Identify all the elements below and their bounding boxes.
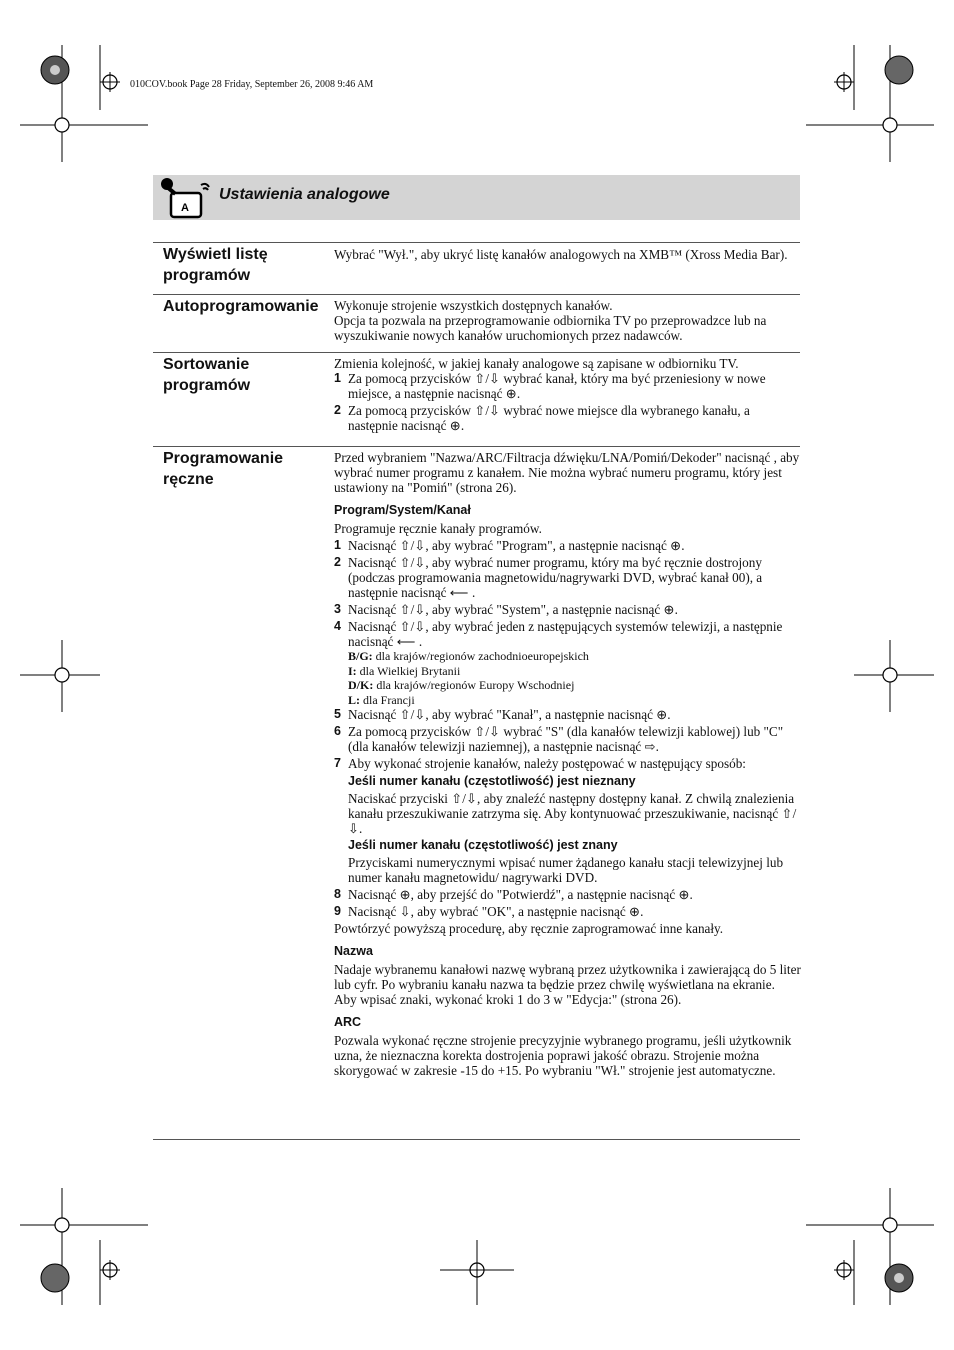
manual-step: 3 Nacisnąć ⇧/⇩, aby wybrać "System", a następnie nacisnąć ⊕. (334, 602, 678, 617)
tv-system-item: B/G: dla krajów/regionów zachodnioeuropejskich (348, 649, 589, 663)
section-program-system-channel: Program/System/Kanał (334, 503, 471, 517)
section-header (153, 175, 800, 220)
sort-step: 2 Za pomocą przycisków ⇧/⇩ wybrać nowe miejsce dla wybranego kanału, a następnie nacisnąć ⊕. (334, 403, 750, 433)
repeat-note: Powtórzyć powyższą procedurę, aby ręcznie zaprogramować inne kanały. (334, 921, 724, 936)
label-manual-program: Programowanie ręczne (163, 450, 284, 488)
manual-step: 8 Nacisnąć ⊕, aby przejść do "Potwierdź", a następnie nacisnąć ⊕. (334, 887, 693, 902)
row-divider (153, 242, 800, 243)
label-autoprogram: Autoprogramowanie (163, 298, 319, 315)
desc-program-list: Wybrać "Wył.", aby ukryć listę kanałów analogowych na XMB™ (Xross Media Bar). (334, 247, 788, 262)
manual-step: 5 Nacisnąć ⇧/⇩, aby wybrać "Kanał", a następnie nacisnąć ⊕. (334, 707, 671, 722)
tv-system-item: I: dla Wielkiej Brytanii (348, 663, 461, 678)
tv-system-list (334, 649, 802, 707)
known-channel-text: Przyciskami numerycznymi wpisać numer żądanego kanału stacji telewizyjnej lub numer kanału magnetowidu/ nagrywarki DVD. (348, 855, 784, 885)
tv-system-item: D/K: dla krajów/regionów Europy Wschodniej (348, 678, 575, 692)
row-divider (153, 294, 800, 295)
manual-step: 4 Nacisnąć ⇧/⇩, aby wybrać jeden z następujących systemów telewizji, a następnie nacisnąć ⟵ . (334, 619, 783, 649)
row-divider (153, 446, 800, 447)
analog-settings-icon (155, 175, 217, 220)
desc-manual-program (334, 450, 802, 1078)
manual-step: 9 Nacisnąć ⇩, aby wybrać "OK", a następnie nacisnąć ⊕. (334, 904, 644, 919)
section-nazwa: Nazwa (334, 944, 373, 958)
row-divider (153, 352, 800, 353)
desc-sort-programs (334, 356, 802, 433)
section-arc: ARC (334, 1015, 362, 1029)
label-sort-programs: Sortowanie programów (163, 356, 251, 394)
sort-intro: Zmienia kolejność, w jakiej kanały analogowe są zapisane w odbiorniku TV. (334, 356, 739, 371)
svg-text:A: A (181, 202, 189, 214)
row-divider (153, 1139, 800, 1140)
nazwa-text: Nadaje wybranemu kanałowi nazwę wybraną przez użytkownika i zawierającą do 5 liter lub cyfr. Po wybraniu kanału nazwa ta będzie przez chwilę wyświetlana na ekranie. Aby wpisać znaki, wykonać kroki 1 do 3 w "Edycja:" (strona 26). (334, 962, 801, 1007)
sort-step: 1 Za pomocą przycisków ⇧/⇩ wybrać kanał, który ma być przeniesiony w nowe miejsce, a następnie nacisnąć ⊕. (334, 371, 766, 401)
unknown-channel-title: Jeśli numer kanału (częstotliwość) jest nieznany (348, 774, 636, 788)
manual-step: 2 Nacisnąć ⇧/⇩, aby wybrać numer programu, który ma być ręcznie dostrojony (podczas programowania magnetowidu/nagrywarki DVD, wybrać kanał 00), a następnie nacisnąć ⟵ . (334, 555, 763, 600)
known-channel-title: Jeśli numer kanału (częstotliwość) jest znany (348, 838, 618, 852)
tv-system-item: L: dla Francji (348, 692, 415, 707)
section-title: Ustawienia analogowe (219, 186, 390, 203)
manual-step: 1 Nacisnąć ⇧/⇩, aby wybrać "Program", a następnie nacisnąć ⊕. (334, 538, 685, 553)
arc-text: Pozwala wykonać ręczne strojenie precyzyjnie wybranego programu, jeśli użytkownik uzna, że nieznaczna korekta dostrojenia poprawi jakość obrazu. Strojenie można skorygować w zakresie -15 do +15. Po wybraniu "Wł." strojenie jest automatyczne. (334, 1033, 792, 1078)
desc-autoprogram: Wykonuje strojenie wszystkich dostępnych kanałów. Opcja ta pozwala na przeprogramowanie odbiornika TV po przeprowadzce lub na wyszukiwanie nowych kanałów uruchomionych przez nadawców. (334, 298, 767, 343)
manual-intro: Przed wybraniem "Nazwa/ARC/Filtracja dźwięku/LNA/Pomiń/Dekoder" nacisnąć , aby wybrać numer programu z kanałem. Nie można wybrać numeru programu, który jest ustawiony na "Pomiń" (strona 26). (334, 450, 800, 495)
label-program-list: Wyświetl listę programów (163, 246, 268, 284)
manual-step: 7 Aby wykonać strojenie kanałów, należy postępować w następujący sposób: (334, 756, 746, 771)
file-info: 010COV.book Page 28 Friday, September 26, 2008 9:46 AM (130, 79, 374, 90)
manual-step: 6 Za pomocą przycisków ⇧/⇩ wybrać "S" (dla kanałów telewizji kablowej) lub "C" (dla kanałów telewizji naziemnej), a następnie nacisnąć ⇨. (334, 724, 784, 754)
unknown-channel-text: Naciskać przyciski ⇧/⇩, aby znaleźć następny dostępny kanał. Z chwilą znalezienia kanału przeszukiwanie zatrzyma się. Aby kontynuować przeszukiwanie, nacisnąć ⇧/⇩. (348, 791, 797, 836)
section-intro: Programuje ręcznie kanały programów. (334, 521, 542, 536)
